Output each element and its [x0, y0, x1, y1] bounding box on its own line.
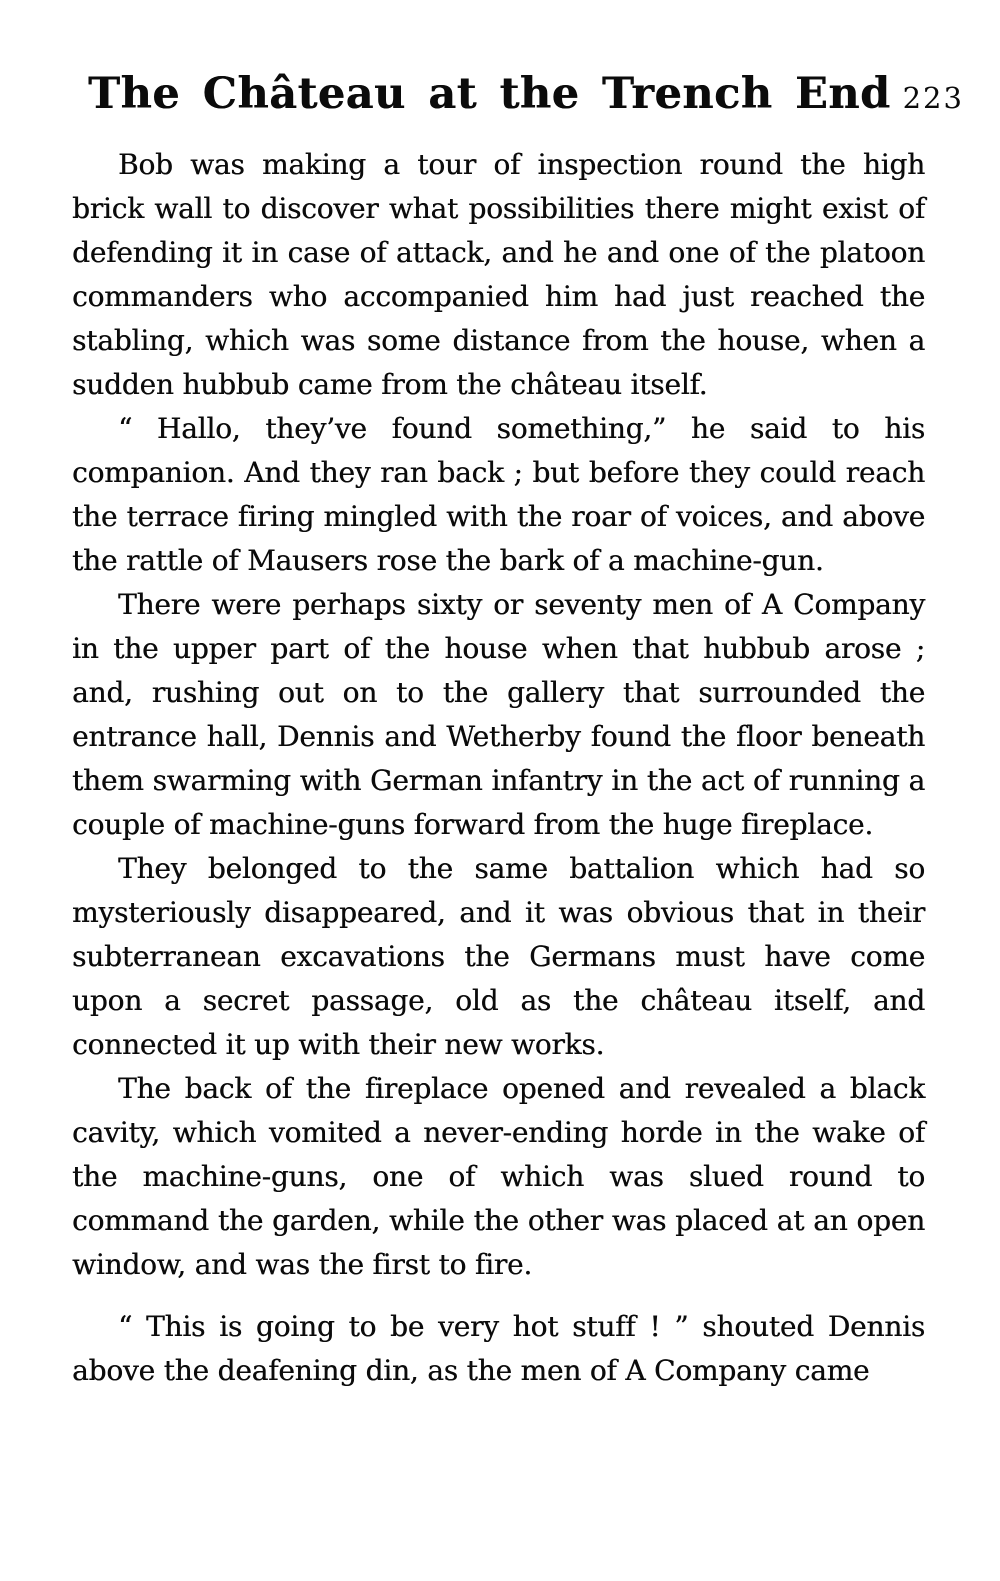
paragraph-1: Bob was making a tour of inspection round the high brick wall to discover what possibilities there might exist of defending it in case of attack, and he and one of the platoon commanders who accompanied him had just reached the stabling, which was some distance from the house, when a sudden hubbub came from the château itself. [72, 148, 925, 402]
paragraph-5: The back of the fireplace opened and revealed a black cavity, which vomited a never-ending horde in the wake of the machine-guns, one of which was slued round to command the garden, while the other was placed at an open window, and was the first to fire. [72, 1072, 925, 1282]
page-number: 223 [902, 81, 964, 115]
page-header [72, 69, 964, 119]
paragraph-2: “ Hallo, they’ve found something,” he said to his companion. And they ran back ; but before they could reach the terrace firing mingled with the roar of voices, and above the rattle of Mausers rose the bark of a machine-gun. [72, 412, 925, 578]
chapter-title: The Château at the Trench End [88, 69, 891, 119]
paragraph-4: They belonged to the same battalion which had so mysteriously disappeared, and it was obvious that in their subterranean excavations the Germans must have come upon a secret passage, old as the château itself, and connected it up with their new works. [72, 852, 925, 1062]
paragraph-3: There were perhaps sixty or seventy men of A Company in the upper part of the house when that hubbub arose ; and, rushing out on to the gallery that surrounded the entrance hall, Dennis and Wetherby found the floor beneath them swarming with German infantry in the act of running a couple of machine-guns forward from the huge fireplace. [72, 588, 925, 842]
paragraph-6: “ This is going to be very hot stuff ! ” shouted Dennis above the deafening din, as the men of A Company came [72, 1310, 925, 1388]
body-text [72, 143, 925, 1393]
